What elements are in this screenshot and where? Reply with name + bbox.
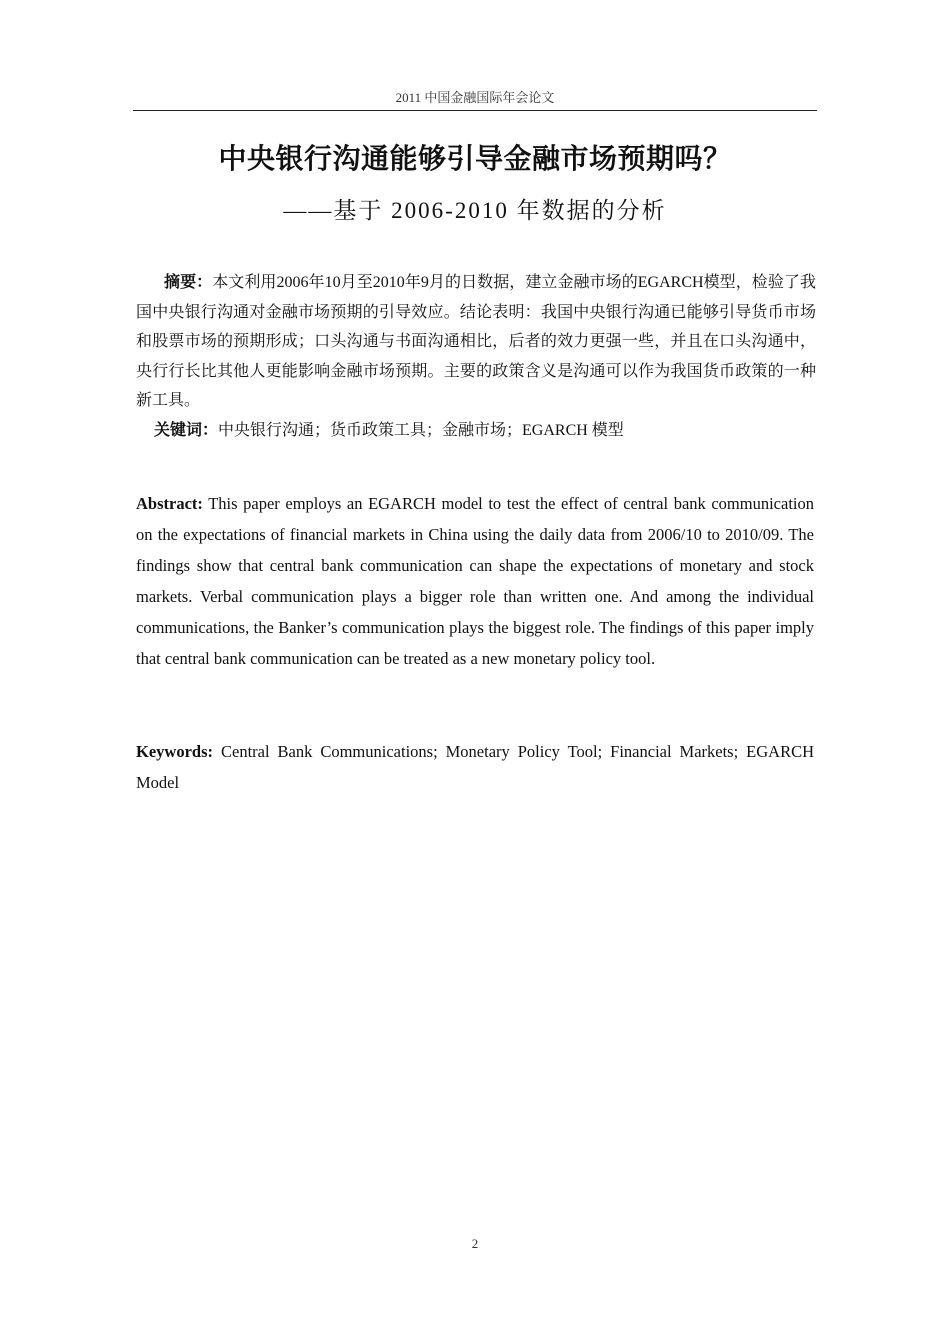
english-keywords-label: Keywords: — [136, 742, 213, 761]
chinese-abstract-section — [136, 268, 816, 445]
english-keywords — [136, 736, 814, 798]
english-abstract — [136, 488, 814, 674]
running-header: 2011 中国金融国际年会论文 — [395, 90, 555, 105]
page-number: 2 — [471, 1236, 479, 1251]
english-abstract-text: This paper employs an EGARCH model to test the effect of central bank communication on the expectations of financial markets in China using the daily data from 2006/10 to 2010/09. The findings show that central bank communication can shape the expectations of monetary and stock markets. Verbal communication plays a bigger role than written one. And among the individual communications, the Banker’s communication plays the biggest role. The findings of this paper imply that central bank communication can be treated as a new monetary policy tool. — [136, 494, 815, 668]
english-keywords-text: Central Bank Communications; Monetary Policy Tool; Financial Markets; EGARCH Model — [136, 742, 815, 792]
chinese-abstract-text: 本文利用2006年10月至2010年9月的日数据，建立金融市场的EGARCH模型，检验了我国中央银行沟通对金融市场预期的引导效应。结论表明：我国中央银行沟通已能够引导货币市场和股票市场的预期形成；口头沟通与书面沟通相比，后者的效力更强一些，并且在口头沟通中，央行行长比其他人更能影响金融市场预期。主要的政策含义是沟通可以作为我国货币政策的一种新工具。 — [136, 274, 816, 409]
paper-subtitle: ——基于 2006-2010 年数据的分析 — [283, 198, 667, 223]
english-abstract-label: Abstract: — [136, 494, 203, 513]
chinese-abstract-label: 摘要： — [164, 274, 213, 291]
paper-title: 中央银行沟通能够引导金融市场预期吗？ — [218, 144, 732, 175]
chinese-keywords-text: 中央银行沟通；货币政策工具；金融市场；EGARCH 模型 — [218, 421, 624, 439]
header-divider — [133, 110, 817, 111]
chinese-abstract — [136, 268, 816, 416]
chinese-keywords — [136, 416, 816, 446]
chinese-keywords-label: 关键词： — [154, 421, 219, 439]
